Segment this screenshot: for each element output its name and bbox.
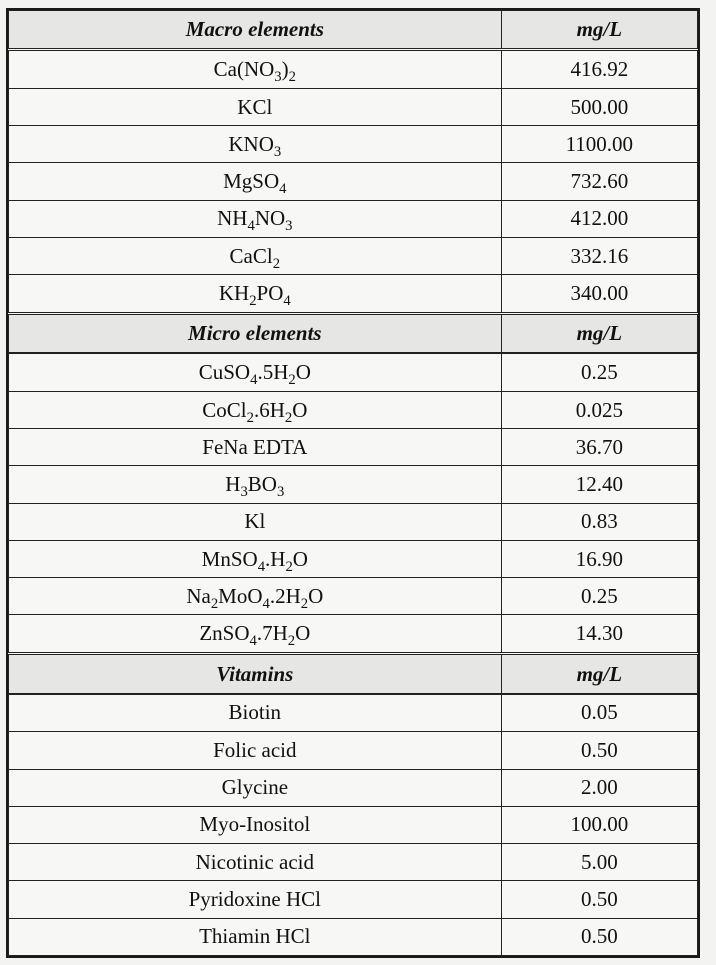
table-row [9,806,698,843]
table-row [9,391,698,428]
table-row [9,694,698,732]
compound-name: Pyridoxine HCl [9,881,502,918]
compound-name: CaCl$_2$ [9,237,502,274]
concentration-value: 16.90 [501,540,697,577]
media-composition-table [8,10,698,956]
compound-name: $Ca(NO_3)_2$ [9,49,502,88]
table-row [9,466,698,503]
concentration-value: 36.70 [501,429,697,466]
compound-name: $KNO_3$ [9,126,502,163]
section-header-vitamins [9,654,698,694]
compound-name: $CoCl_2.6H_2O$ [9,391,502,428]
section-title: Macro elements [9,11,502,50]
table-row [9,88,698,125]
compound-name: MgSO$_4$ [9,163,502,200]
table-row [9,429,698,466]
concentration-value: 416.92 [501,49,697,88]
table-row [9,918,698,955]
concentration-value: 2.00 [501,769,697,806]
table-row [9,615,698,654]
concentration-value: 0.83 [501,503,697,540]
unit-header: mg/L [501,654,697,694]
compound-name: $MnSO_4.H_2O$ [9,540,502,577]
media-composition-document [6,8,700,958]
concentration-value: 340.00 [501,275,697,314]
compound-name: $CuSO_4.5H_2O$ [9,353,502,391]
compound-name: $NH_4NO_3$ [9,200,502,237]
concentration-value: 1100.00 [501,126,697,163]
table-row [9,200,698,237]
concentration-value: 412.00 [501,200,697,237]
table-row [9,769,698,806]
compound-name: Biotin [9,694,502,732]
table-row [9,237,698,274]
section-header-macro [9,11,698,50]
table-row [9,732,698,769]
concentration-value: 0.50 [501,732,697,769]
compound-name: Kl [9,503,502,540]
section-title: Micro elements [9,314,502,354]
compound-name: $KH_2PO_4$ [9,275,502,314]
section-header-micro [9,314,698,354]
compound-name: $Na_2MoO_4.2H_2O$ [9,578,502,615]
table-row [9,163,698,200]
table-row [9,881,698,918]
table-row [9,353,698,391]
concentration-value: 332.16 [501,237,697,274]
table-row [9,844,698,881]
concentration-value: 0.05 [501,694,697,732]
table-row [9,275,698,314]
compound-name: Glycine [9,769,502,806]
table-row [9,578,698,615]
concentration-value: 5.00 [501,844,697,881]
concentration-value: 12.40 [501,466,697,503]
concentration-value: 14.30 [501,615,697,654]
concentration-value: 732.60 [501,163,697,200]
concentration-value: 0.25 [501,578,697,615]
concentration-value: 500.00 [501,88,697,125]
compound-name: KCl [9,88,502,125]
compound-name: $H_3BO_3$ [9,466,502,503]
compound-name: Folic acid [9,732,502,769]
table-row [9,540,698,577]
concentration-value: 0.50 [501,918,697,955]
concentration-value: 0.50 [501,881,697,918]
compound-name: Thiamin HCl [9,918,502,955]
concentration-value: 0.025 [501,391,697,428]
unit-header: mg/L [501,11,697,50]
concentration-value: 0.25 [501,353,697,391]
table-row [9,49,698,88]
compound-name: Myo-Inositol [9,806,502,843]
compound-name: Nicotinic acid [9,844,502,881]
section-title: Vitamins [9,654,502,694]
table-row [9,503,698,540]
compound-name: $ZnSO_4.7H_2O$ [9,615,502,654]
compound-name: FeNa EDTA [9,429,502,466]
unit-header: mg/L [501,314,697,354]
concentration-value: 100.00 [501,806,697,843]
table-row [9,126,698,163]
